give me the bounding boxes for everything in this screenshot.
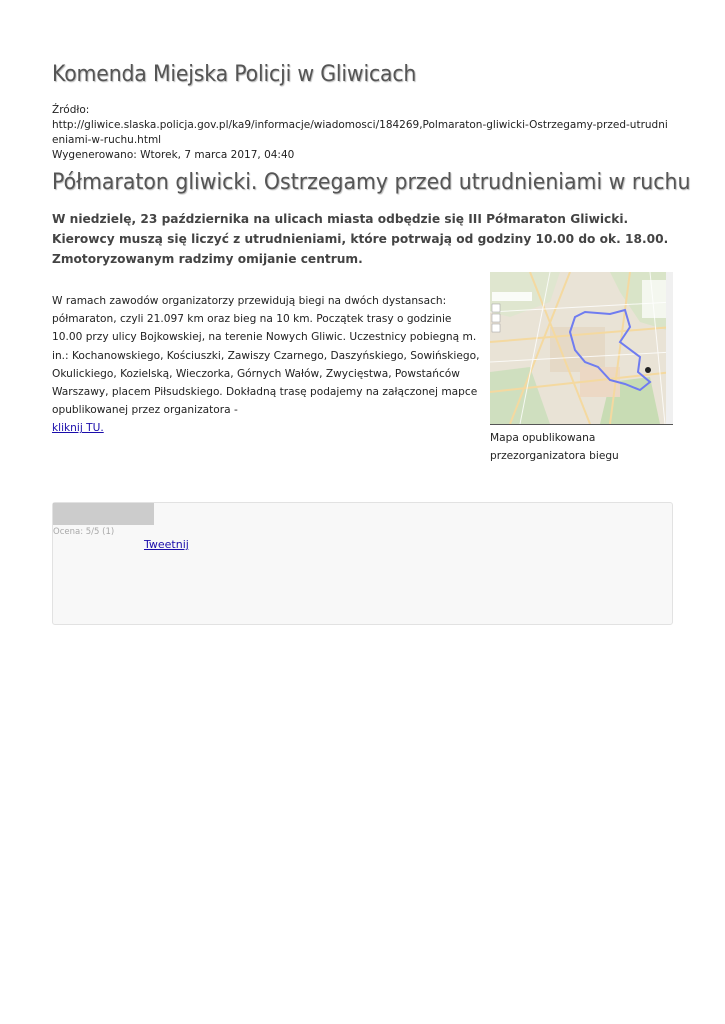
source-url: http://gliwice.slaska.policja.gov.pl/ka9/informacje/wiadomosci/184269,Polmaraton-gliwicki-Ostrzegamy-przed-utrudnieniami-w-ruchu.html: [52, 119, 668, 146]
article-title: Półmaraton gliwicki. Ostrzegamy przed utrudnieniami w ruchu: [52, 170, 691, 195]
route-map-image[interactable]: [490, 272, 673, 425]
meta-info: [52, 103, 673, 163]
generated-date: Wygenerowano: Wtorek, 7 marca 2017, 04:40: [52, 149, 295, 161]
rating-panel: [52, 502, 673, 625]
map-caption: Mapa opublikowana przezorganizatora biegu: [490, 432, 619, 462]
source-label: Źródło:: [52, 104, 90, 116]
article-lead: W niedzielę, 23 października na ulicach miasta odbędzie się III Półmaraton Gliwicki. Kierowcy muszą się liczyć z utrudnieniami, które potrwają od godziny 10.00 do ok. 18.00. Zmotoryzowanym radzimy omijanie centrum.: [52, 212, 669, 266]
map-figure: [490, 272, 673, 465]
site-title: Komenda Miejska Policji w Gliwicach: [52, 62, 417, 87]
map-link[interactable]: kliknij TU.: [52, 422, 104, 435]
article-body-text: W ramach zawodów organizatorzy przewidują biegi na dwóch dystansach: półmaraton, czyli 21.097 km oraz bieg na 10 km. Początek trasy o godzinie 10.00 przy ulicy Bojkowskiej, na terenie Nowych Gliwic. Uczestnicy pobiegną m. in.: Kochanowskiego, Kościuszki, Zawiszy Czarnego, Daszyńskiego, Sowińskiego, Okulickiego, Kozielską, Wieczorka, Górnych Wałów, Zwycięstwa, Powstańców Warszawy, placem Piłsudskiego. Dokładną trasę podajemy na załączonej mapce opublikowanej przez organizatora -: [52, 295, 480, 417]
rating-text: Ocena: 5/5 (1): [53, 527, 115, 537]
tweet-link[interactable]: Tweetnij: [144, 538, 189, 551]
rating-bar[interactable]: [53, 503, 154, 525]
article-body: [52, 292, 484, 438]
